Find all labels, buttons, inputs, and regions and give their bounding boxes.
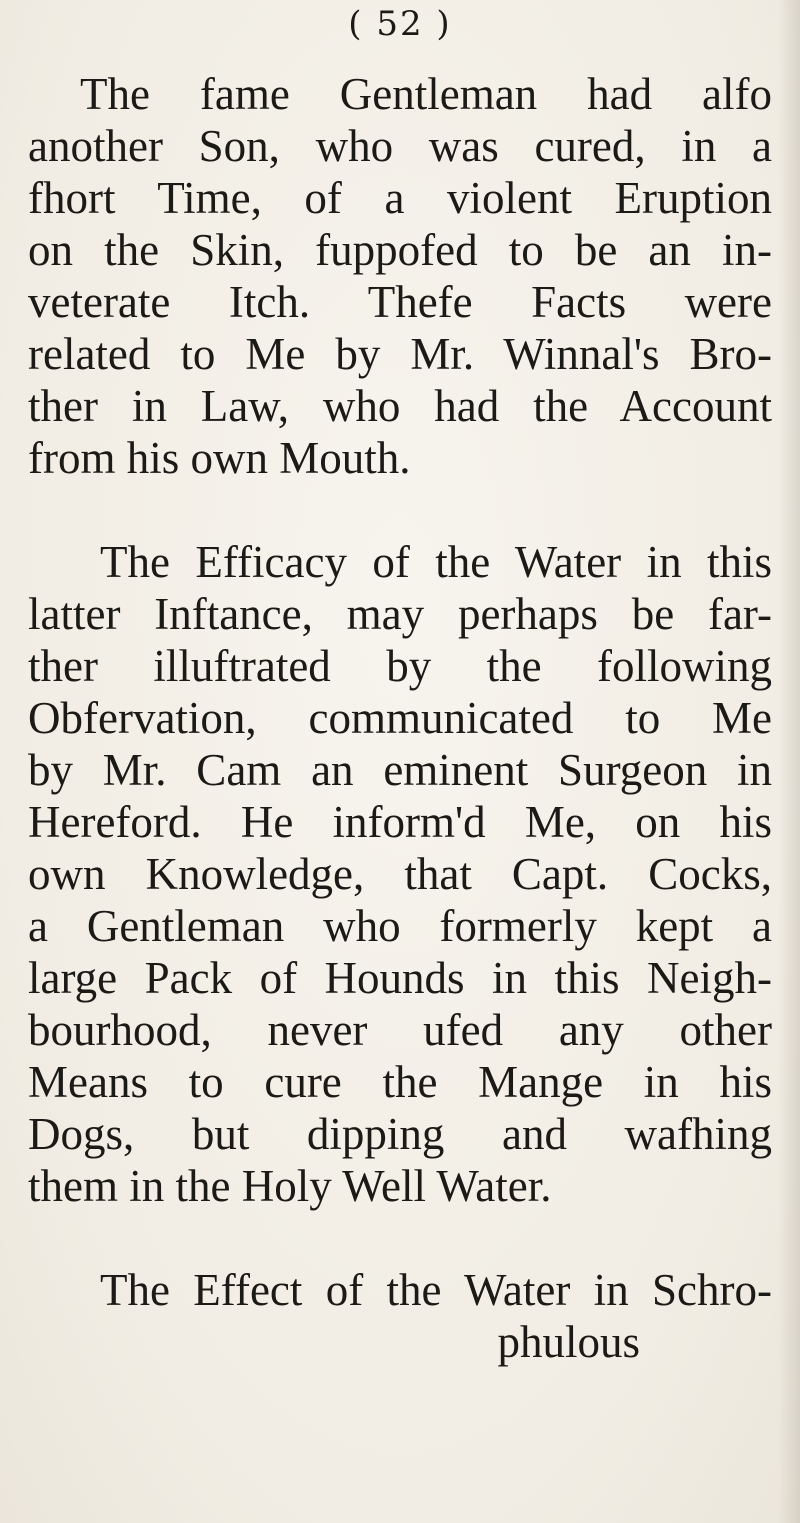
catchword: phulous xyxy=(497,1317,640,1367)
text-line: from his own Mouth. xyxy=(28,433,411,483)
text-line: related to Me by Mr. Winnal's Bro- xyxy=(28,329,772,379)
paragraph-gap xyxy=(28,484,772,536)
text-line: The Efficacy of the Water in this xyxy=(100,537,772,587)
text-line: a Gentleman who formerly kept a xyxy=(28,901,772,951)
paragraph-2 xyxy=(28,536,772,1212)
text-line: own Knowledge, that Capt. Cocks, xyxy=(28,849,772,899)
paragraph-gap xyxy=(28,1212,772,1264)
text-line: ther in Law, who had the Account xyxy=(28,381,772,431)
text-line: Means to cure the Mange in his xyxy=(28,1057,772,1107)
text-line: ther illuftrated by the following xyxy=(28,641,772,691)
page-edge-shadow xyxy=(778,0,800,1523)
body-text xyxy=(28,68,772,1368)
paragraph-3 xyxy=(28,1264,772,1316)
text-line: Dogs, but dipping and wafhing xyxy=(28,1109,772,1159)
text-line: fhort Time, of a violent Eruption xyxy=(28,173,772,223)
text-line: latter Inftance, may perhaps be far- xyxy=(28,589,772,639)
text-line: on the Skin, fuppofed to be an in- xyxy=(28,225,772,275)
text-line: Obfervation, communicated to Me xyxy=(28,693,772,743)
text-line: by Mr. Cam an eminent Surgeon in xyxy=(28,745,772,795)
text-line: The fame Gentleman had alfo xyxy=(80,69,772,119)
text-line: them in the Holy Well Water. xyxy=(28,1161,552,1211)
text-line: Hereford. He inform'd Me, on his xyxy=(28,797,772,847)
text-line: The Effect of the Water in Schro- xyxy=(100,1265,772,1315)
text-line: bourhood, never ufed any other xyxy=(28,1005,772,1055)
text-line: large Pack of Hounds in this Neigh- xyxy=(28,953,772,1003)
text-line: another Son, who was cured, in a xyxy=(28,121,772,171)
paragraph-1 xyxy=(28,68,772,484)
page-number: ( 52 ) xyxy=(348,4,452,44)
text-line: veterate Itch. Thefe Facts were xyxy=(28,277,772,327)
